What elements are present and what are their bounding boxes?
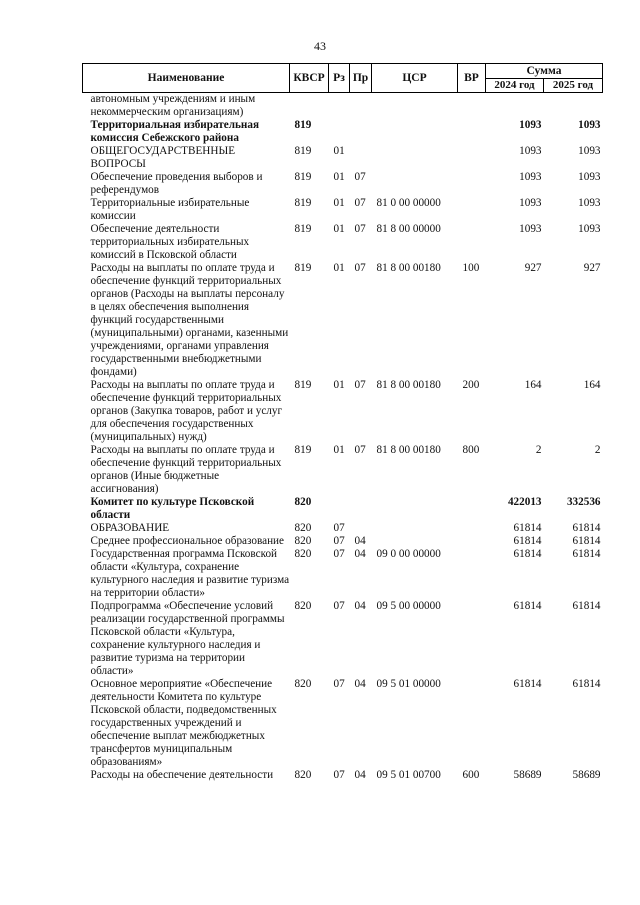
cell-name: Основное мероприятие «Обеспечение деятельности Комитета по культуре Псковской области, подведомственных государственных учреждений и обеспечение выплат межбюджетных трансфертов муниципальным образованиям» xyxy=(90,678,277,768)
cell-sum-2024: 927 xyxy=(524,262,542,274)
cell-rz xyxy=(329,93,350,120)
cell-sum-2025: 61814 xyxy=(572,535,601,547)
table-row xyxy=(83,119,603,145)
cell-name: Расходы на обеспечение деятельности xyxy=(90,769,274,781)
cell-rz: 01 xyxy=(333,197,345,209)
budget-table xyxy=(82,63,603,782)
cell-kvsr: 820 xyxy=(294,535,312,547)
table-body xyxy=(83,93,603,783)
cell-vr xyxy=(458,119,486,145)
table-row xyxy=(83,145,603,171)
cell-kvsr: 819 xyxy=(294,171,312,183)
cell-kvsr: 819 xyxy=(294,145,312,157)
cell-name: Расходы на выплаты по оплате труда и обеспечение функций территориальных органов (Закупка товаров, работ и услуг для обеспечения государственных (муниципальных) нужд) xyxy=(90,379,283,443)
cell-pr xyxy=(350,119,372,145)
cell-csr xyxy=(372,496,458,522)
header-year-2024: 2024 год xyxy=(486,79,544,93)
cell-sum-2025: 1093 xyxy=(578,119,601,131)
cell-sum-2024: 61814 xyxy=(513,535,542,547)
cell-rz: 01 xyxy=(333,145,345,157)
cell-kvsr: 819 xyxy=(294,119,312,131)
cell-rz: 07 xyxy=(333,522,345,534)
table-row xyxy=(83,600,603,678)
cell-kvsr: 820 xyxy=(294,769,312,781)
cell-rz xyxy=(329,496,350,522)
cell-sum-2024: 2 xyxy=(535,444,542,456)
cell-sum-2024: 61814 xyxy=(513,600,542,612)
table-row xyxy=(83,93,603,120)
cell-vr: 100 xyxy=(462,262,480,274)
cell-name: Государственная программа Псковской области «Культура, сохранение культурного наследия и развитие туризма на территории области» xyxy=(90,548,290,599)
cell-rz: 07 xyxy=(333,678,345,690)
cell-name: Подпрограмма «Обеспечение условий реализации государственной программы Псковской области «Культура, сохранение культурного наследия и развитие туризма на территории области» xyxy=(90,600,285,677)
cell-vr xyxy=(458,522,486,535)
cell-rz: 01 xyxy=(333,262,345,274)
cell-csr xyxy=(372,119,458,145)
cell-sum-2024: 1093 xyxy=(519,119,542,131)
cell-name: Расходы на выплаты по оплате труда и обеспечение функций территориальных органов (Иные бюджетные ассигнования) xyxy=(90,444,282,495)
cell-csr: 81 8 00 00180 xyxy=(376,444,441,456)
cell-vr: 800 xyxy=(462,444,480,456)
cell-kvsr: 819 xyxy=(294,444,312,456)
cell-sum-2025: 58689 xyxy=(572,769,601,781)
cell-name: Обеспечение проведения выборов и референдумов xyxy=(90,171,263,196)
page-number: 43 xyxy=(314,39,326,53)
cell-rz: 01 xyxy=(333,379,345,391)
cell-csr: 81 8 00 00000 xyxy=(376,223,441,235)
cell-vr xyxy=(458,197,486,223)
cell-sum-2024: 1093 xyxy=(519,197,542,209)
cell-kvsr xyxy=(290,93,329,120)
cell-sum-2024: 1093 xyxy=(519,145,542,157)
cell-kvsr: 819 xyxy=(294,262,312,274)
cell-pr xyxy=(350,522,372,535)
table-header xyxy=(83,64,603,93)
header-rz: Рз xyxy=(329,64,350,93)
cell-rz: 01 xyxy=(333,223,345,235)
table-row xyxy=(83,171,603,197)
cell-sum-2024: 1093 xyxy=(519,223,542,235)
cell-sum-2025: 164 xyxy=(583,379,601,391)
cell-vr xyxy=(458,145,486,171)
cell-name: Обеспечение деятельности территориальных избирательных комиссий в Псковской области xyxy=(90,223,250,261)
table-row xyxy=(83,522,603,535)
cell-csr: 09 5 00 00000 xyxy=(376,600,441,612)
cell-sum-2025 xyxy=(544,93,603,120)
cell-sum-2025: 61814 xyxy=(572,548,601,560)
cell-rz: 01 xyxy=(333,171,345,183)
cell-vr xyxy=(458,223,486,262)
cell-vr xyxy=(458,171,486,197)
cell-sum-2024: 61814 xyxy=(513,678,542,690)
cell-sum-2024: 422013 xyxy=(507,496,542,508)
cell-sum-2025: 2 xyxy=(594,444,601,456)
cell-csr: 81 0 00 00000 xyxy=(376,197,441,209)
cell-sum-2024 xyxy=(486,93,544,120)
cell-rz: 07 xyxy=(333,769,345,781)
cell-pr: 04 xyxy=(354,600,366,612)
cell-pr xyxy=(350,145,372,171)
cell-kvsr: 819 xyxy=(294,223,312,235)
cell-pr: 07 xyxy=(354,223,366,235)
cell-csr: 09 5 01 00700 xyxy=(376,769,441,781)
table-row xyxy=(83,379,603,444)
cell-kvsr: 820 xyxy=(294,522,312,534)
cell-pr: 04 xyxy=(354,769,366,781)
table-row xyxy=(83,678,603,769)
cell-pr xyxy=(350,496,372,522)
table-row xyxy=(83,535,603,548)
cell-kvsr: 820 xyxy=(294,548,312,560)
cell-sum-2024: 164 xyxy=(524,379,542,391)
cell-pr: 07 xyxy=(354,171,366,183)
cell-kvsr: 819 xyxy=(294,197,312,209)
cell-pr: 07 xyxy=(354,262,366,274)
cell-name: Территориальная избирательная комиссия Себежского района xyxy=(90,119,260,144)
cell-kvsr: 820 xyxy=(294,600,312,612)
cell-csr xyxy=(372,522,458,535)
cell-csr xyxy=(372,145,458,171)
cell-vr: 600 xyxy=(462,769,480,781)
header-year-2025: 2025 год xyxy=(544,79,603,93)
cell-kvsr: 820 xyxy=(294,678,312,690)
cell-pr: 04 xyxy=(354,678,366,690)
cell-rz: 07 xyxy=(333,535,345,547)
cell-sum-2024: 58689 xyxy=(513,769,542,781)
cell-vr xyxy=(458,496,486,522)
header-sum: Сумма xyxy=(486,64,603,79)
cell-csr: 81 8 00 00180 xyxy=(376,379,441,391)
cell-kvsr: 819 xyxy=(294,379,312,391)
cell-sum-2024: 1093 xyxy=(519,171,542,183)
header-vr: ВР xyxy=(458,64,486,93)
cell-csr: 09 0 00 00000 xyxy=(376,548,441,560)
cell-vr: 200 xyxy=(462,379,480,391)
cell-name: Расходы на выплаты по оплате труда и обеспечение функций территориальных органов (Расходы на выплаты персоналу в целях обеспечения выполнения функций государственными (муниципальными) органами, казенными учреждениями, органами управления государственными внебюджетными фондами) xyxy=(90,262,289,378)
cell-rz xyxy=(329,119,350,145)
cell-pr: 04 xyxy=(354,535,366,547)
cell-vr xyxy=(458,93,486,120)
cell-pr: 07 xyxy=(354,197,366,209)
table-row xyxy=(83,262,603,379)
cell-vr xyxy=(458,548,486,600)
cell-csr: 81 8 00 00180 xyxy=(376,262,441,274)
cell-vr xyxy=(458,600,486,678)
cell-name: Среднее профессиональное образование xyxy=(90,535,285,547)
cell-sum-2025: 61814 xyxy=(572,600,601,612)
cell-sum-2024: 61814 xyxy=(513,522,542,534)
table-row xyxy=(83,223,603,262)
cell-name: Территориальные избирательные комиссии xyxy=(90,197,250,222)
table-row xyxy=(83,496,603,522)
cell-rz: 07 xyxy=(333,548,345,560)
table-row xyxy=(83,769,603,782)
cell-rz: 07 xyxy=(333,600,345,612)
cell-vr xyxy=(458,678,486,769)
cell-sum-2025: 332536 xyxy=(566,496,601,508)
header-pr: Пр xyxy=(350,64,372,93)
cell-sum-2025: 61814 xyxy=(572,522,601,534)
cell-pr: 04 xyxy=(354,548,366,560)
cell-name: ОБЩЕГОСУДАРСТВЕННЫЕ ВОПРОСЫ xyxy=(90,145,236,170)
cell-sum-2025: 1093 xyxy=(578,145,601,157)
cell-csr: 09 5 01 00000 xyxy=(376,678,441,690)
table-row xyxy=(83,548,603,600)
cell-sum-2024: 61814 xyxy=(513,548,542,560)
cell-sum-2025: 61814 xyxy=(572,678,601,690)
cell-csr xyxy=(372,535,458,548)
cell-csr xyxy=(372,93,458,120)
cell-vr xyxy=(458,535,486,548)
cell-sum-2025: 1093 xyxy=(578,171,601,183)
cell-sum-2025: 1093 xyxy=(578,197,601,209)
cell-pr xyxy=(350,93,372,120)
cell-name: Комитет по культуре Псковской области xyxy=(90,496,255,521)
header-name: Наименование xyxy=(83,64,290,93)
cell-csr xyxy=(372,171,458,197)
header-kvsr: КВСР xyxy=(290,64,329,93)
table-row xyxy=(83,444,603,496)
cell-name: автономным учреждениям и иным некоммерческим организациям) xyxy=(90,93,256,118)
cell-sum-2025: 1093 xyxy=(578,223,601,235)
cell-pr: 07 xyxy=(354,444,366,456)
cell-kvsr: 820 xyxy=(294,496,312,508)
table-row xyxy=(83,197,603,223)
cell-name: ОБРАЗОВАНИЕ xyxy=(90,522,170,534)
cell-rz: 01 xyxy=(333,444,345,456)
header-csr: ЦСР xyxy=(372,64,458,93)
cell-sum-2025: 927 xyxy=(583,262,601,274)
cell-pr: 07 xyxy=(354,379,366,391)
